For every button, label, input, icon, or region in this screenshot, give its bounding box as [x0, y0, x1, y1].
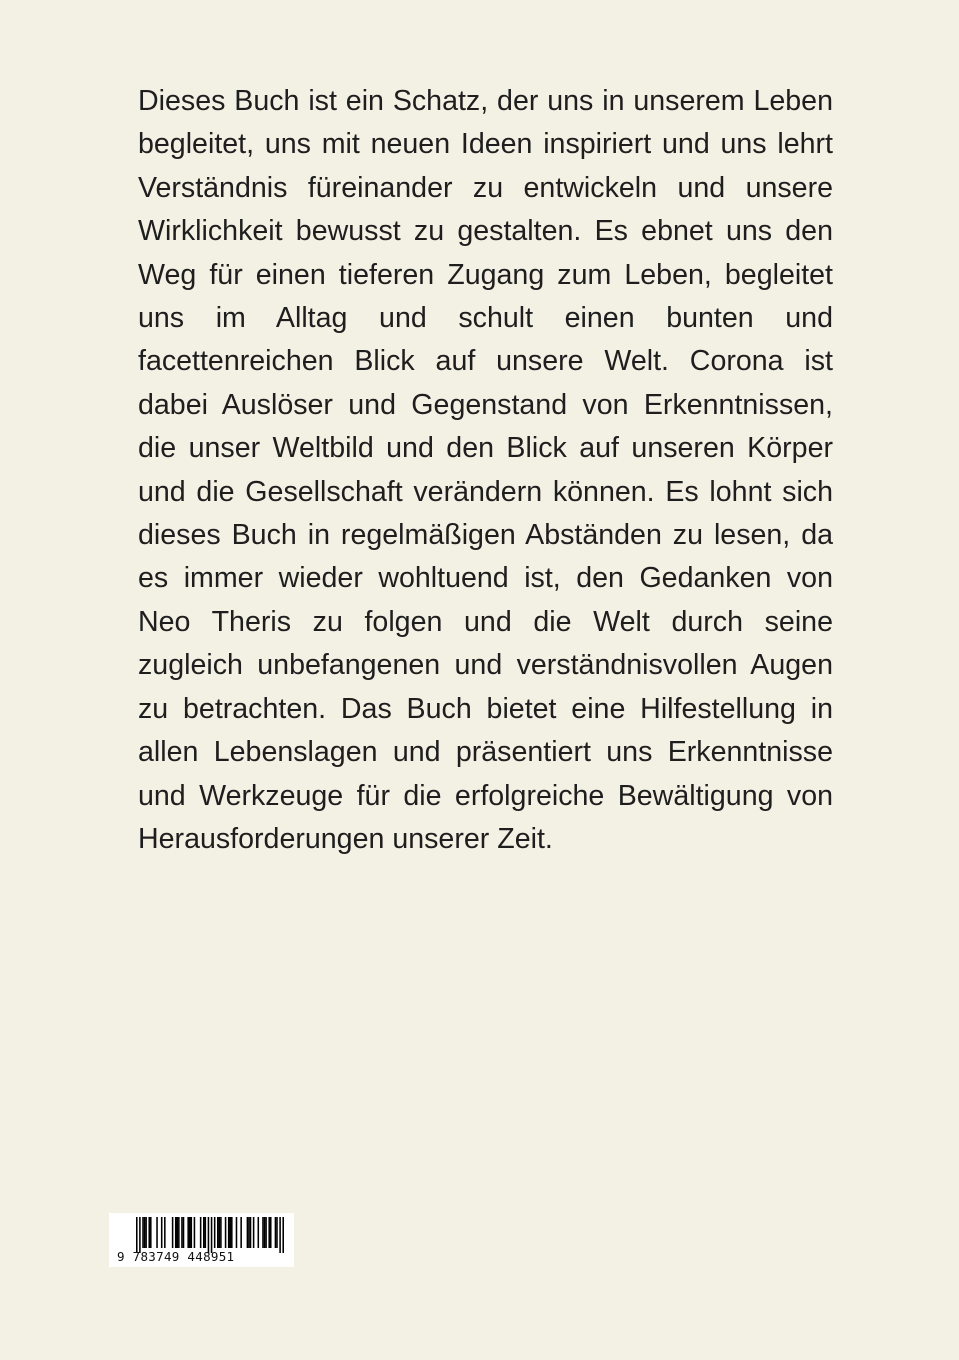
- barcode-bar: [264, 1217, 266, 1248]
- barcode-bar: [253, 1217, 255, 1248]
- barcode-bar: [177, 1217, 179, 1248]
- barcode-bar: [228, 1217, 230, 1248]
- isbn-barcode: [109, 1213, 294, 1267]
- barcode-bar: [250, 1217, 252, 1248]
- barcode-bar: [200, 1217, 202, 1248]
- barcode-bar: [181, 1217, 183, 1248]
- barcode-bar: [208, 1217, 210, 1253]
- barcode-bar: [214, 1217, 216, 1248]
- barcode-bar: [236, 1217, 238, 1248]
- barcode-bar: [219, 1217, 221, 1248]
- barcode-bar: [229, 1217, 231, 1248]
- barcode-bar: [150, 1217, 152, 1248]
- barcode-bar: [175, 1217, 177, 1248]
- barcode-bar: [217, 1217, 219, 1248]
- barcode-bar: [172, 1217, 174, 1248]
- barcode-bar: [282, 1217, 284, 1253]
- barcode-bar: [139, 1217, 141, 1253]
- barcode-bar: [189, 1217, 191, 1248]
- isbn-number: 9 783749 448951: [117, 1249, 235, 1264]
- barcode-bar: [279, 1217, 281, 1253]
- barcode-bar: [136, 1217, 138, 1253]
- barcode-bar: [220, 1217, 222, 1248]
- barcode-bar: [265, 1217, 267, 1248]
- back-cover-blurb: Dieses Buch ist ein Schatz, der uns in unserem Leben begleitet, uns mit neuen Ideen inspiriert und uns lehrt Verständnis füreinander zu entwickeln und unsere Wirklichkeit bewusst zu gestalten. Es ebnet uns den Weg für einen tieferen Zugang zum Leben, begleitet uns im Alltag und schult einen bunten und facettenreichen Blick auf unsere Welt. Corona ist dabei Auslöser und Gegenstand von Erkenntnissen, die unser Weltbild und den Blick auf unseren Körper und die Gesellschaft verändern können. Es lohnt sich dieses Buch in regelmäßigen Abständen zu lesen, da es immer wieder wohltuend ist, den Gedanken von Neo Theris zu folgen und die Welt durch seine zugleich unbefangenen und verständnisvollen Augen zu betrachten. Das Buch bietet eine Hilfestellung in allen Lebenslagen und präsentiert uns Erkenntnisse und Werkzeuge für die erfolgreiche Bewältigung von Herausforderungen unserer Zeit.: [138, 85, 833, 855]
- barcode-bar: [144, 1217, 146, 1248]
- barcode-bar: [248, 1217, 250, 1248]
- barcode-bar: [183, 1217, 185, 1248]
- barcode-bar: [203, 1217, 205, 1248]
- barcode-bar: [240, 1217, 242, 1248]
- barcode-bar: [225, 1217, 227, 1248]
- barcode-bar: [145, 1217, 147, 1248]
- barcode-bar: [211, 1217, 213, 1253]
- barcode-bar: [164, 1217, 166, 1248]
- barcode-bar: [148, 1217, 150, 1248]
- barcode-bar: [268, 1217, 270, 1248]
- barcode-bar: [156, 1217, 158, 1248]
- barcode-bars: [136, 1217, 284, 1253]
- barcode-bar: [194, 1217, 196, 1248]
- barcode-bar: [270, 1217, 272, 1248]
- barcode-bar: [142, 1217, 144, 1248]
- barcode-bar: [191, 1217, 193, 1248]
- barcode-bar: [161, 1217, 163, 1248]
- barcode-bar: [247, 1217, 249, 1248]
- barcode-bar: [275, 1217, 277, 1248]
- barcode-bar: [262, 1217, 264, 1248]
- barcode-bar: [276, 1217, 278, 1248]
- barcode-bar: [178, 1217, 180, 1248]
- barcode-bar: [258, 1217, 260, 1248]
- barcode-bar: [187, 1217, 189, 1248]
- barcode-bar: [205, 1217, 207, 1248]
- barcode-bar: [231, 1217, 233, 1248]
